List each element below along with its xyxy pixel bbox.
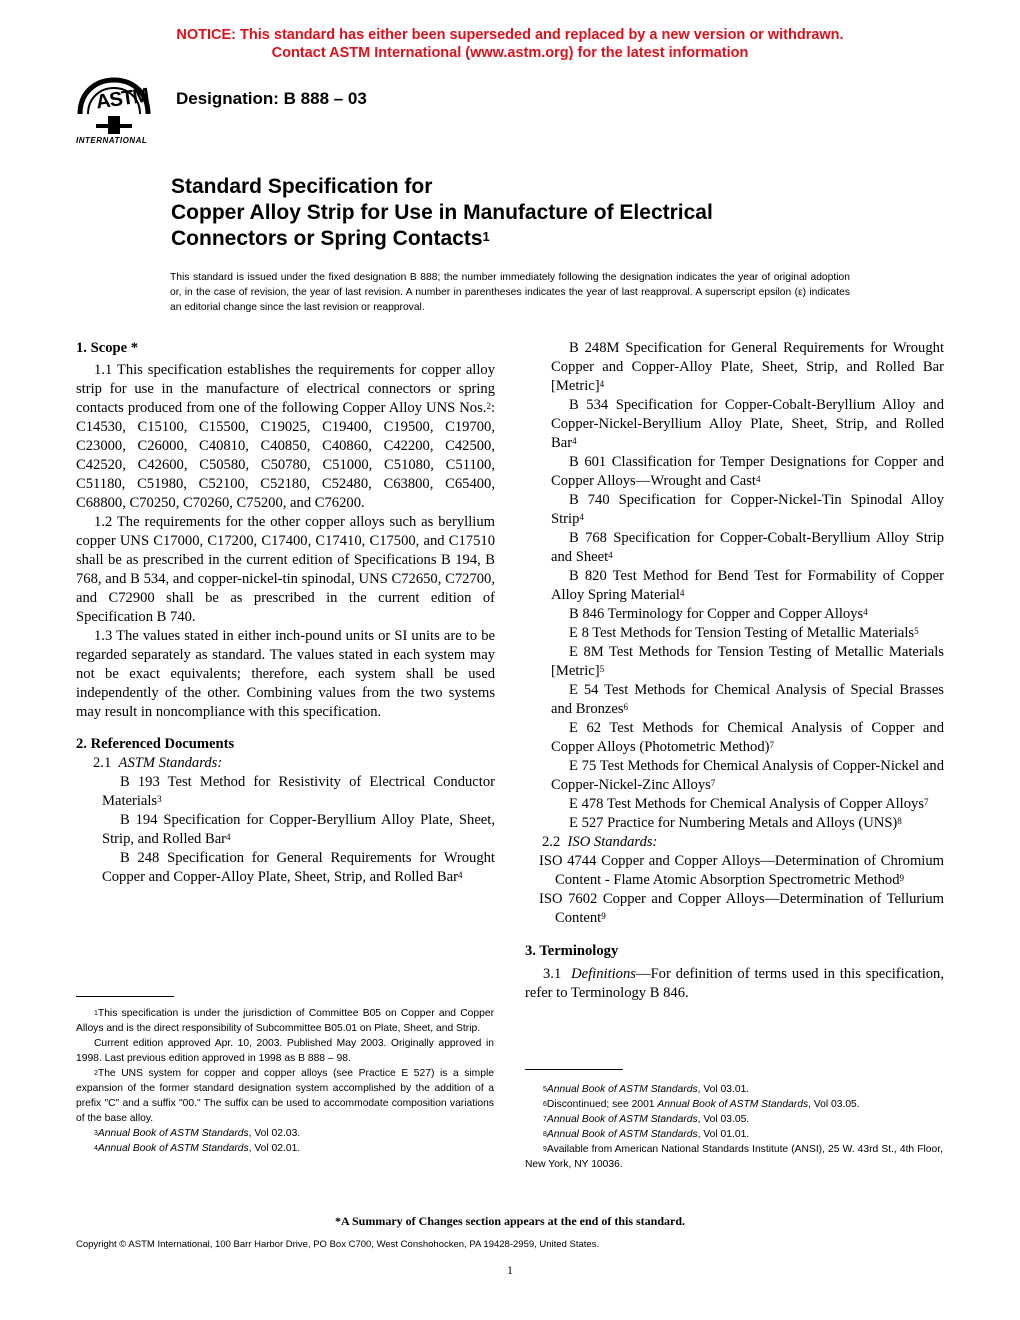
issue-statement: This standard is issued under the fixed designation B 888; the number immediately following the designation indicates the year of original adoption or, in the case of revision, the year of last revision. A number in parentheses indicates the year of last reapproval. A superscript epsilon (ε) indicates an editorial change since the last revision or reapproval. <box>170 272 850 314</box>
logo-text: ASTM <box>94 84 150 114</box>
ref-b248m[interactable]: B 248M Specification for General Requirements for Wrought Copper and Copper-Alloy Plate, Sheet, Strip, and Rolled Bar [Metric]$^4$ <box>551 340 944 394</box>
copyright-line: Copyright © ASTM International, 100 Barr Harbor Drive, PO Box C700, West Conshohocken, PA 19428-2959, United States. <box>76 1239 600 1250</box>
footnote-7: $^7$Annual Book of ASTM Standards, Vol 03.05. <box>543 1114 750 1125</box>
scope-1-3: 1.3 The values stated in either inch-pound units or SI units are to be regarded separately as standard. The values stated in each system may not be exact equivalents; therefore, each system shall be used independently of the other. Combining values from the two systems may result in noncompliance with this specification. <box>76 628 495 720</box>
ref-iso-4744[interactable]: ISO 4744 Copper and Copper Alloys—Determination of Chromium Content - Flame Atomic Absorption Spectrometric Method$^9$ <box>539 853 944 888</box>
left-column <box>76 339 495 887</box>
terminology-3-1: 3.1 Definitions—For definition of terms used in this specification, refer to Terminology B 846. <box>525 966 944 1001</box>
ref-e8m[interactable]: E 8M Test Methods for Tension Testing of Metallic Materials [Metric]$^5$ <box>551 644 944 679</box>
logo-subtext: INTERNATIONAL <box>76 136 148 145</box>
ref-e75[interactable]: E 75 Test Methods for Chemical Analysis of Copper-Nickel and Copper-Nickel-Zinc Alloys$^7$ <box>551 758 944 793</box>
footnote-rule-right <box>525 1069 623 1070</box>
footnote-4: $^4$Annual Book of ASTM Standards, Vol 02.01. <box>94 1143 301 1154</box>
title-line-3: Connectors or Spring Contacts$^1$ <box>171 227 490 250</box>
iso-standards-label: 2.2 ISO Standards: <box>542 834 658 850</box>
footnotes-right <box>525 1082 943 1172</box>
footnote-1b: Current edition approved Apr. 10, 2003. Published May 2003. Originally approved in 1998. Last previous edition approved in 1998 as B 888 – 98. <box>76 1038 494 1064</box>
ref-iso-7602[interactable]: ISO 7602 Copper and Copper Alloys—Determination of Tellurium Content$^9$ <box>539 891 944 926</box>
ref-e62[interactable]: E 62 Test Methods for Chemical Analysis of Copper and Copper Alloys (Photometric Method)$^7$ <box>551 720 944 755</box>
referenced-heading: 2. Referenced Documents <box>76 736 235 752</box>
astm-logo <box>66 74 162 150</box>
ref-b820[interactable]: B 820 Test Method for Bend Test for Formability of Copper Alloy Spring Material$^4$ <box>551 568 944 603</box>
scope-heading: 1. Scope * <box>76 340 139 356</box>
document-title <box>171 174 713 252</box>
title-line-2: Copper Alloy Strip for Use in Manufacture of Electrical <box>171 201 713 224</box>
footnotes-left <box>76 1006 494 1156</box>
ref-b768[interactable]: B 768 Specification for Copper-Cobalt-Beryllium Alloy Strip and Sheet$^4$ <box>551 530 944 565</box>
ref-b601[interactable]: B 601 Classification for Temper Designations for Copper and Copper Alloys—Wrought and Cast$^4$ <box>551 454 944 489</box>
footnote-5: $^5$Annual Book of ASTM Standards, Vol 03.01. <box>543 1084 750 1095</box>
ref-b194[interactable]: B 194 Specification for Copper-Beryllium Alloy Plate, Sheet, Strip, and Rolled Bar$^4$ <box>102 812 495 847</box>
title-line-1: Standard Specification for <box>171 175 433 198</box>
footnote-8: $^8$Annual Book of ASTM Standards, Vol 01.01. <box>543 1129 750 1140</box>
ref-e527[interactable]: E 527 Practice for Numbering Metals and Alloys (UNS)$^8$ <box>569 815 902 831</box>
footnote-rule-left <box>76 996 174 997</box>
summary-of-changes-note: *A Summary of Changes section appears at the end of this standard. <box>334 1214 686 1228</box>
astm-standards-label: 2.1 ASTM Standards: <box>93 755 223 771</box>
ref-e478[interactable]: E 478 Test Methods for Chemical Analysis of Copper Alloys$^7$ <box>569 796 929 812</box>
notice-line-2: Contact ASTM International (www.astm.org) for the latest information <box>271 45 749 61</box>
scope-1-1: 1.1 This specification establishes the requirements for copper alloy strip for use in the manufacture of electrical connectors or spring contacts produced from one of the following Copper Alloy UNS Nos.$^2$: C14530, C15100, C15500, C19025, C19400, C19500, C19700, C23000, C26000, C40810, C40850, C40860, C42200, C42500, C42520, C42600, C50580, C50780, C51000, C51080, C51100, C51180, C51980, C52100, C52180, C52480, C63800, C65400, C68800, C70250, C70260, C75200, and C76200. <box>76 362 495 511</box>
footnote-3: $^3$Annual Book of ASTM Standards, Vol 02.03. <box>94 1128 301 1139</box>
terminology-heading: 3. Terminology <box>525 943 619 959</box>
ref-b740[interactable]: B 740 Specification for Copper-Nickel-Tin Spinodal Alloy Strip$^4$ <box>551 492 944 527</box>
ref-b248[interactable]: B 248 Specification for General Requirements for Wrought Copper and Copper-Alloy Plate, Sheet, Strip, and Rolled Bar$^4$ <box>102 850 495 885</box>
page-number: 1 <box>507 1263 513 1277</box>
footnote-6: $^6$Discontinued; see 2001 Annual Book of ASTM Standards, Vol 03.05. <box>543 1099 860 1110</box>
footnote-2: $^2$The UNS system for copper and copper alloys (see Practice E 527) is a simple expansion of the former standard designation system accomplished by the addition of a prefix "C" and a suffix "00." The suffix can be used to accommodate composition variations of the base alloy. <box>76 1068 494 1124</box>
scope-1-2: 1.2 The requirements for the other copper alloys such as beryllium copper UNS C17000, C17200, C17400, C17410, C17500, and C17510 shall be as prescribed in the current edition of Specifications B 194, B 768, and B 534, and copper-nickel-tin spinodal, UNS C72650, C72700, and C72900 shall be as prescribed in the current edition of Specification B 740. <box>76 514 495 625</box>
ref-e54[interactable]: E 54 Test Methods for Chemical Analysis of Special Brasses and Bronzes$^6$ <box>551 682 944 717</box>
title-footnote-ref[interactable]: 1 <box>482 229 490 244</box>
footnote-9: $^9$Available from American National Standards Institute (ANSI), 25 W. 43rd St., 4th Floor, New York, NY 10036. <box>525 1144 943 1170</box>
right-column <box>525 339 944 1003</box>
ref-e8[interactable]: E 8 Test Methods for Tension Testing of Metallic Materials$^5$ <box>569 625 919 641</box>
ref-b193[interactable]: B 193 Test Method for Resistivity of Electrical Conductor Materials$^3$ <box>102 774 495 809</box>
withdrawal-notice <box>0 26 1020 62</box>
ref-b534[interactable]: B 534 Specification for Copper-Cobalt-Beryllium Alloy and Copper-Nickel-Beryllium Alloy Plate, Sheet, Strip, and Rolled Bar$^4$ <box>551 397 944 451</box>
designation: Designation: B 888 – 03 <box>176 89 367 108</box>
footnote-1: $^1$This specification is under the jurisdiction of Committee B05 on Copper and Copper Alloys and is the direct responsibility of Subcommittee B05.01 on Plate, Sheet, and Strip. <box>76 1008 494 1034</box>
notice-line-1: NOTICE: This standard has either been superseded and replaced by a new version or withdrawn. <box>176 27 844 43</box>
ref-b846[interactable]: B 846 Terminology for Copper and Copper Alloys$^4$ <box>569 606 868 622</box>
